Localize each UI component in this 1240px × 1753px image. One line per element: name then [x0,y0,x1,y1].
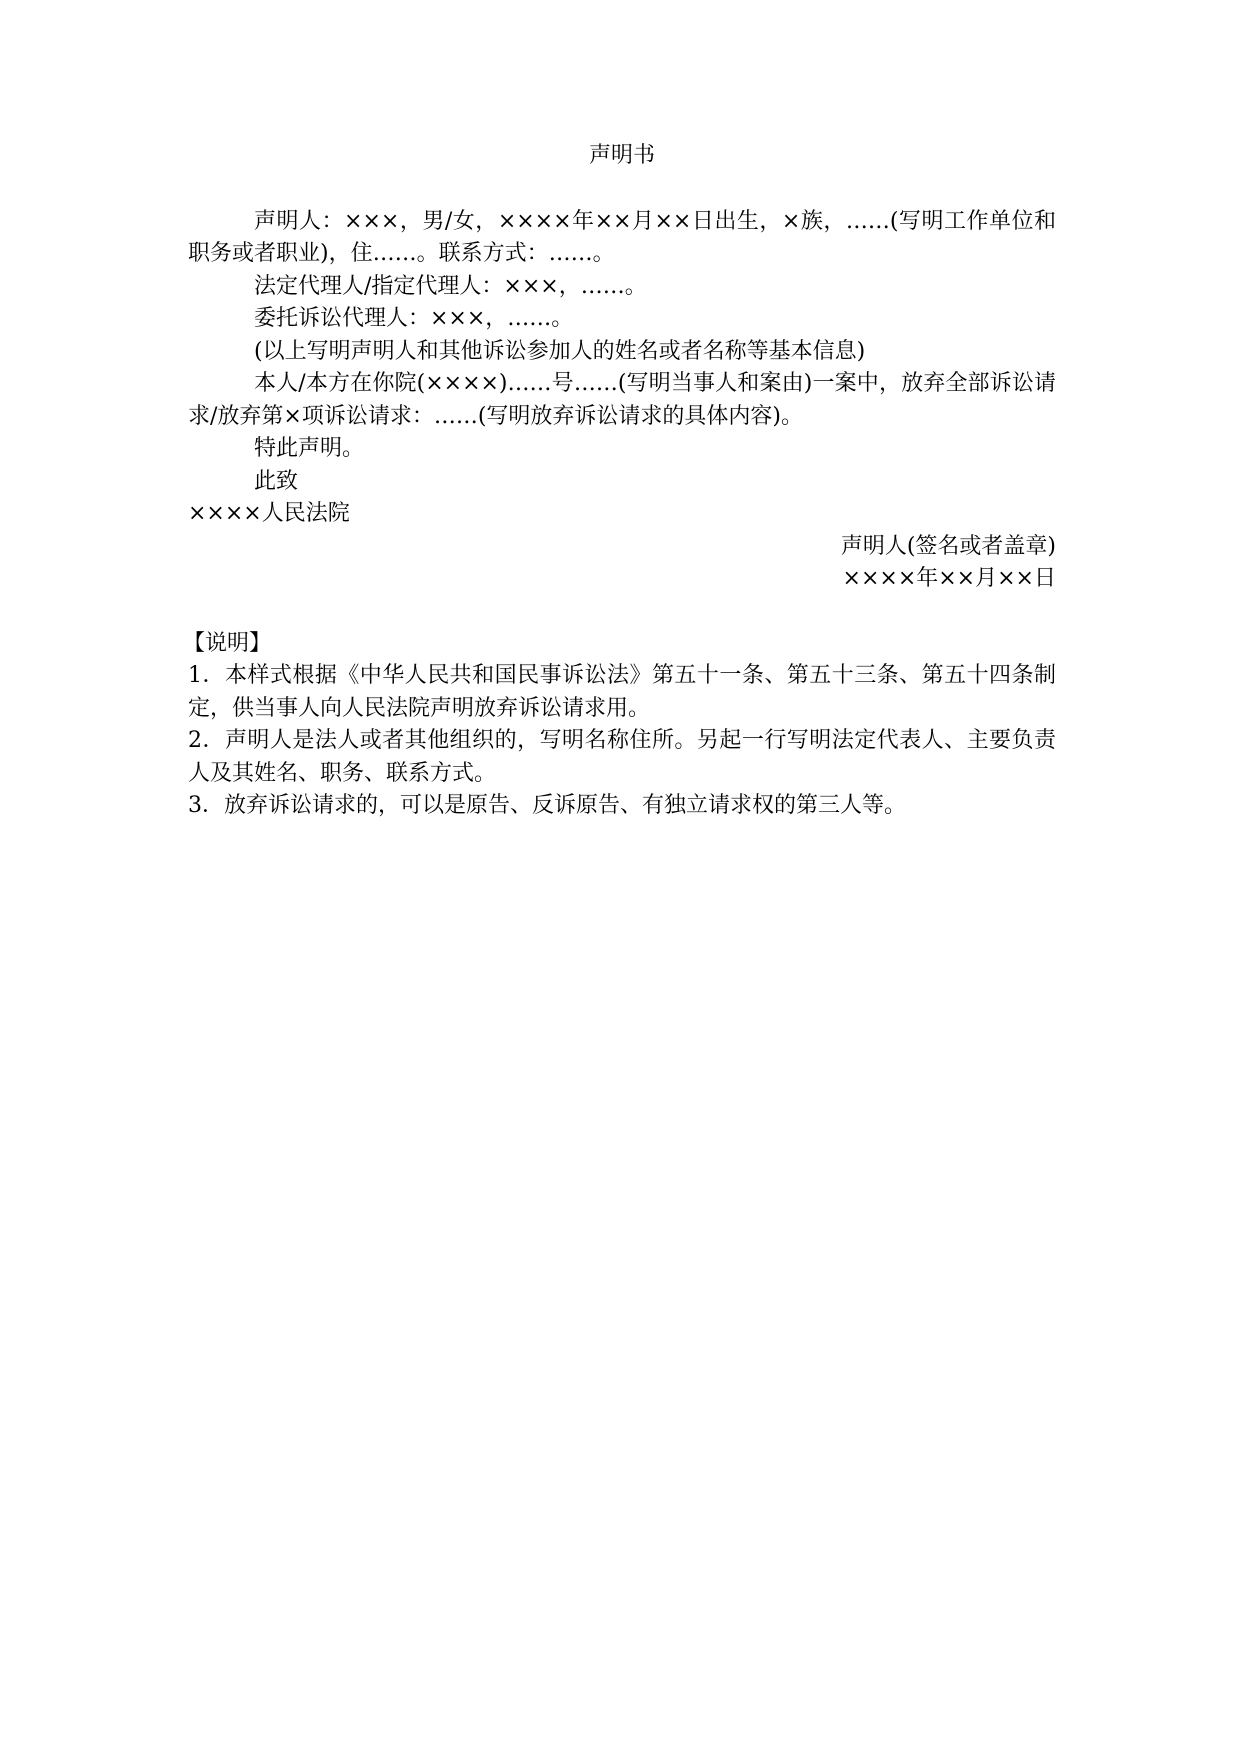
declaration-content: 本人/本方在你院(××××)……号……(写明当事人和案由)一案中，放弃全部诉讼请求/放弃第×项诉讼请求：……(写明放弃诉讼请求的具体内容)。 [188,371,1056,429]
document-title: 声明书 [588,143,655,168]
date-line: ××××年××月××日 [842,566,1056,591]
closing-statement: 特此声明。 [254,436,365,461]
participant-instruction: (以上写明声明人和其他诉讼参加人的姓名或者名称等基本信息) [254,338,866,364]
litigation-agent-info: 委托诉讼代理人：×××，……。 [254,306,574,331]
notes-heading: 【说明】 [183,630,272,656]
addressee-court: ××××人民法院 [188,501,350,526]
legal-agent-info: 法定代理人/指定代理人：×××，……。 [254,273,647,299]
note-item: 1．本样式根据《中华人民共和国民事诉讼法》第五十一条、第五十三条、第五十四条制定，供当事人向人民法院声明放弃诉讼请求用。 [188,663,1056,721]
note-item: 3．放弃诉讼请求的，可以是原告、反诉原告、有独立请求权的第三人等。 [188,793,906,818]
note-item: 2．声明人是法人或者其他组织的，写明名称住所。另起一行写明法定代表人、主要负责人及其姓名、职务、联系方式。 [188,728,1056,786]
salutation: 此致 [254,468,299,494]
document-body [183,140,1056,823]
signature-line: 声明人(签名或者盖章) [840,533,1056,559]
declarant-info: 声明人：×××，男/女，××××年××月××日出生，×族，……(写明工作单位和职务或者职业)，住……。联系方式：……。 [188,208,1056,266]
